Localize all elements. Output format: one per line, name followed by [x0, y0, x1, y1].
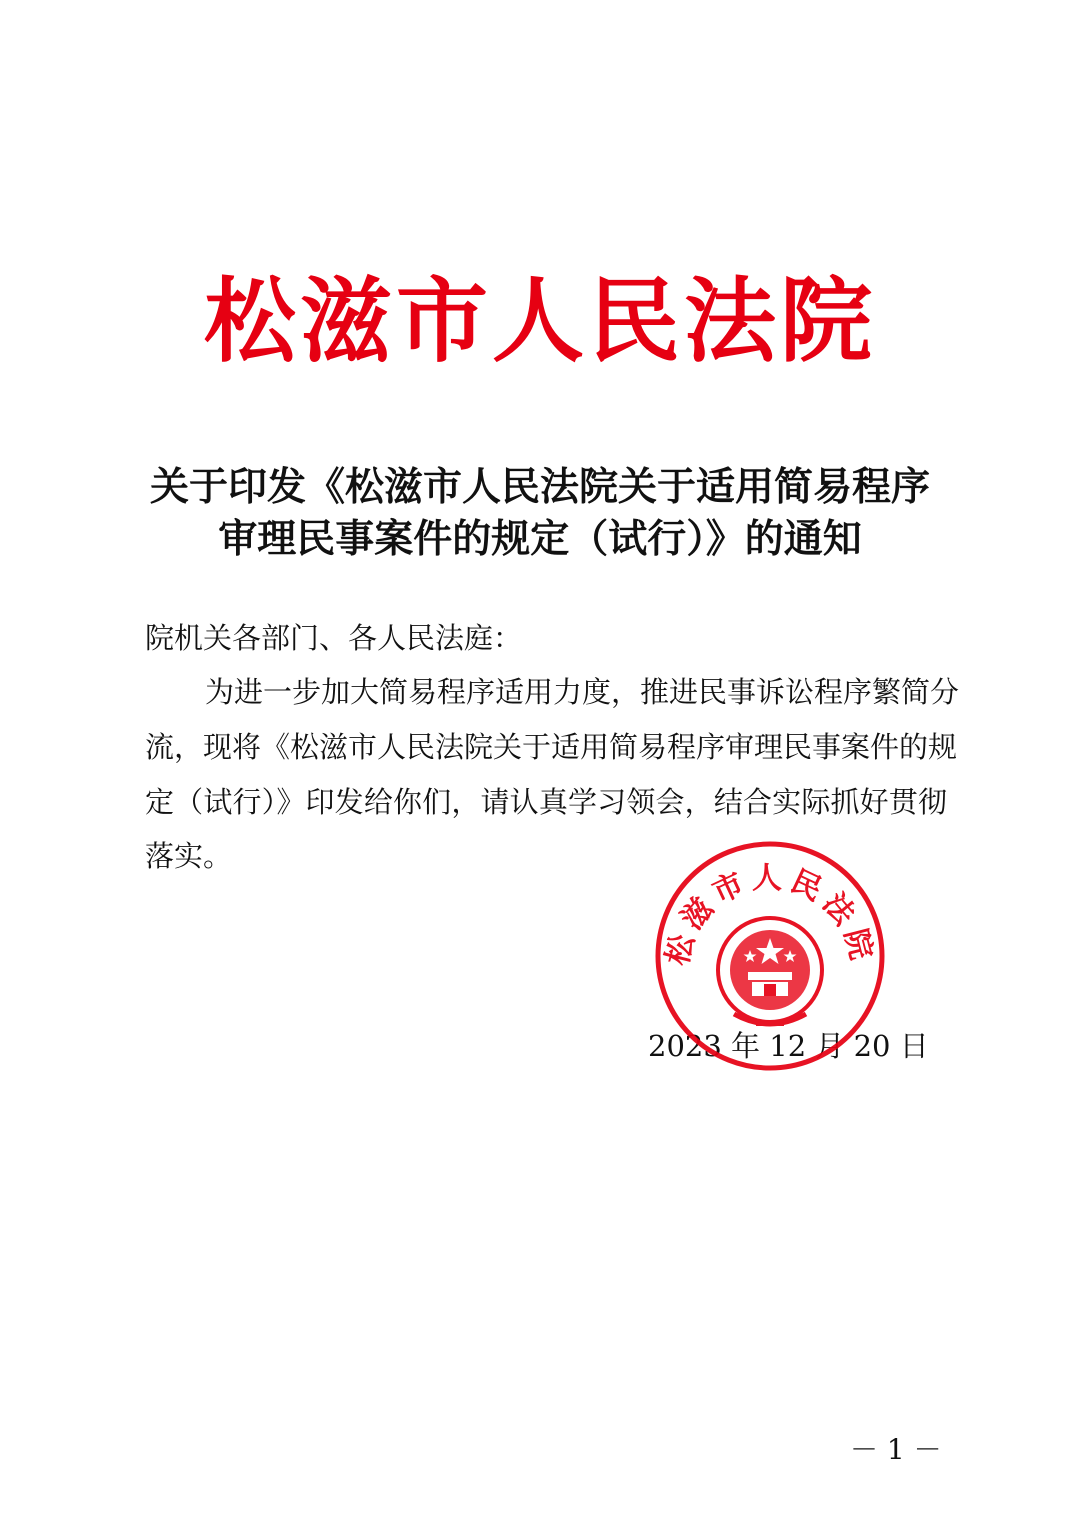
notice-title-line-2: 审理民事案件的规定（试行）》的通知: [218, 517, 862, 562]
national-emblem-icon: [718, 918, 822, 1026]
body-paragraph-line-3: 定（试行）》印发给你们，请认真学习领会，结合实际抓好贯彻: [145, 785, 947, 819]
issuer-header: 松滋市人民法院: [203, 268, 876, 375]
body-paragraph-line-2: 流，现将《松滋市人民法院关于适用简易程序审理民事案件的规: [145, 730, 958, 764]
body-paragraph-line-1: 为进一步加大简易程序适用力度，推进民事诉讼程序繁简分: [205, 675, 960, 709]
body-paragraph-line-4: 落实。: [145, 839, 233, 873]
seal-text: 松滋市人民法院: [659, 860, 881, 969]
page-number: － 1 －: [850, 1433, 942, 1466]
court-seal-stamp: [652, 838, 888, 1074]
notice-title-line-1: 关于印发《松滋市人民法院关于适用简易程序: [149, 465, 930, 510]
issue-date: 2023 年 12 月 20 日: [648, 1029, 929, 1063]
salutation: 院机关各部门、各人民法庭：: [145, 621, 523, 655]
